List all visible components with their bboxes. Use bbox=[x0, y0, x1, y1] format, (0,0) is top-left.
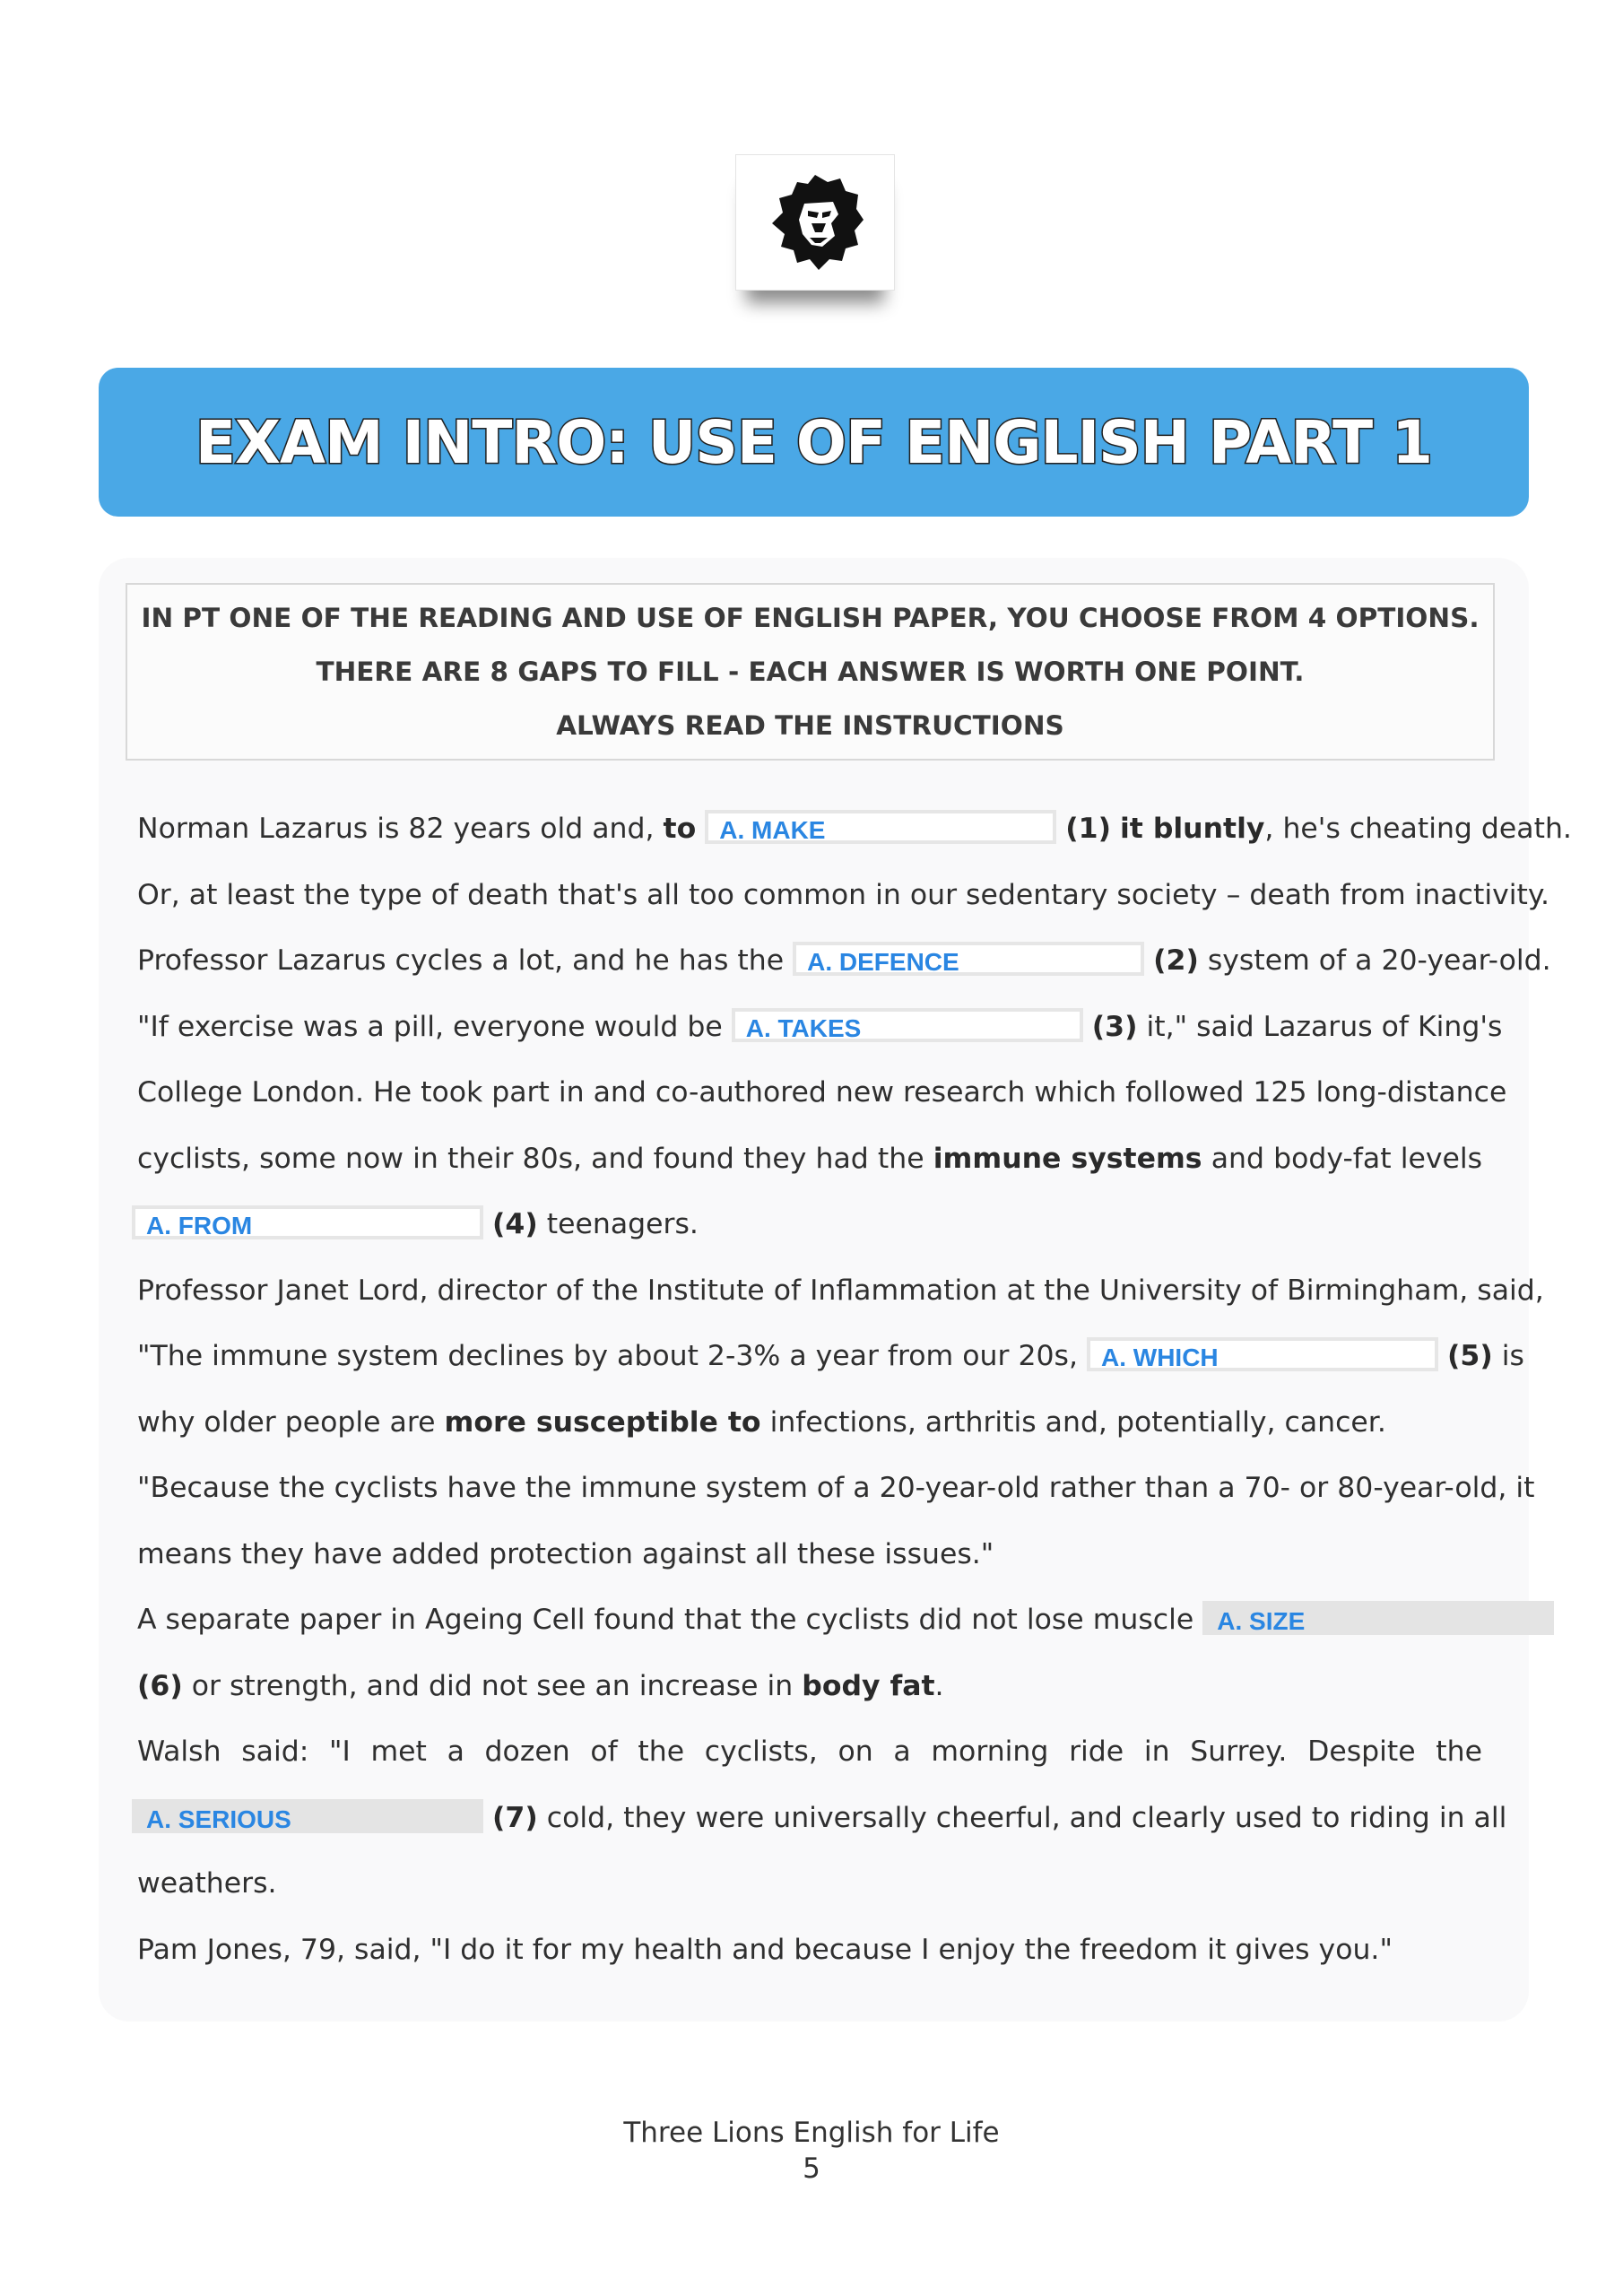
instruction-line: THERE ARE 8 GAPS TO FILL - EACH ANSWER IS WORTH ONE POINT. bbox=[316, 657, 1305, 687]
text-line: Or, at least the type of death that's all too common in our sedentary society – death from inactivity. bbox=[137, 878, 1549, 911]
title-banner bbox=[99, 368, 1529, 517]
text-line: (6) or strength, and did not see an increase in body fat. bbox=[137, 1669, 944, 1702]
text-line: "If exercise was a pill, everyone would be A. TAKES (3) it," said Lazarus of King's bbox=[137, 995, 1482, 1061]
text-line: Pam Jones, 79, said, "I do it for my health and because I enjoy the freedom it gives you." bbox=[137, 1933, 1393, 1966]
footer bbox=[0, 2115, 1623, 2187]
page-title: EXAM INTRO: USE OF ENGLISH PART 1 bbox=[195, 407, 1433, 477]
instructions-box bbox=[126, 583, 1495, 761]
logo-box bbox=[735, 154, 895, 291]
text-line: "Because the cyclists have the immune system of a 20-year-old rather than a 70- or 80-year-old, it bbox=[137, 1472, 1535, 1504]
text-line: Walsh said: "I met a dozen of the cyclists, on a morning ride in Surrey. Despite the bbox=[137, 1735, 1482, 1768]
gap-5-dropdown[interactable]: A. WHICH bbox=[1087, 1337, 1438, 1371]
text-line: means they have added protection against all these issues." bbox=[137, 1537, 994, 1570]
gap-7-dropdown[interactable]: A. SERIOUS bbox=[132, 1799, 483, 1833]
text-line: Professor Lazarus cycles a lot, and he has the A. DEFENCE (2) system of a 20-year-old. bbox=[137, 928, 1482, 995]
text-line: cyclists, some now in their 80s, and found they had the immune systems and body-fat levels bbox=[137, 1142, 1483, 1175]
footer-brand: Three Lions English for Life bbox=[623, 2117, 1000, 2149]
text-line: A separate paper in Ageing Cell found that the cyclists did not lose muscle A. SIZE bbox=[137, 1587, 1482, 1654]
lion-head-icon bbox=[763, 171, 867, 274]
exercise-text bbox=[137, 796, 1572, 1983]
text-line: weathers. bbox=[137, 1867, 277, 1900]
gap-3-dropdown[interactable]: A. TAKES bbox=[732, 1008, 1083, 1042]
text-line: Professor Janet Lord, director of the Institute of Inflammation at the University of Birmingham, said, bbox=[137, 1274, 1544, 1307]
instruction-line: IN PT ONE OF THE READING AND USE OF ENGLISH PAPER, YOU CHOOSE FROM 4 OPTIONS. bbox=[141, 603, 1480, 633]
text-line: why older people are more susceptible to infections, arthritis and, potentially, cancer. bbox=[137, 1405, 1386, 1439]
text-line: A. FROM (4) teenagers. bbox=[137, 1192, 1482, 1258]
text-line: A. SERIOUS (7) cold, they were universally cheerful, and clearly used to riding in all bbox=[137, 1786, 1482, 1852]
gap-6-dropdown[interactable]: A. SIZE bbox=[1202, 1601, 1554, 1635]
gap-4-dropdown[interactable]: A. FROM bbox=[132, 1205, 483, 1239]
gap-1-dropdown[interactable]: A. MAKE bbox=[705, 810, 1056, 844]
text-line: "The immune system declines by about 2-3% a year from our 20s, A. WHICH (5) is bbox=[137, 1324, 1482, 1390]
page-number: 5 bbox=[803, 2152, 820, 2185]
text-line: Norman Lazarus is 82 years old and, to A. MAKE (1) it bluntly, he's cheating death. bbox=[137, 796, 1482, 863]
gap-2-dropdown[interactable]: A. DEFENCE bbox=[793, 942, 1144, 976]
instruction-line: ALWAYS READ THE INSTRUCTIONS bbox=[556, 710, 1064, 741]
text-line: College London. He took part in and co-authored new research which followed 125 long-distance bbox=[137, 1076, 1507, 1109]
